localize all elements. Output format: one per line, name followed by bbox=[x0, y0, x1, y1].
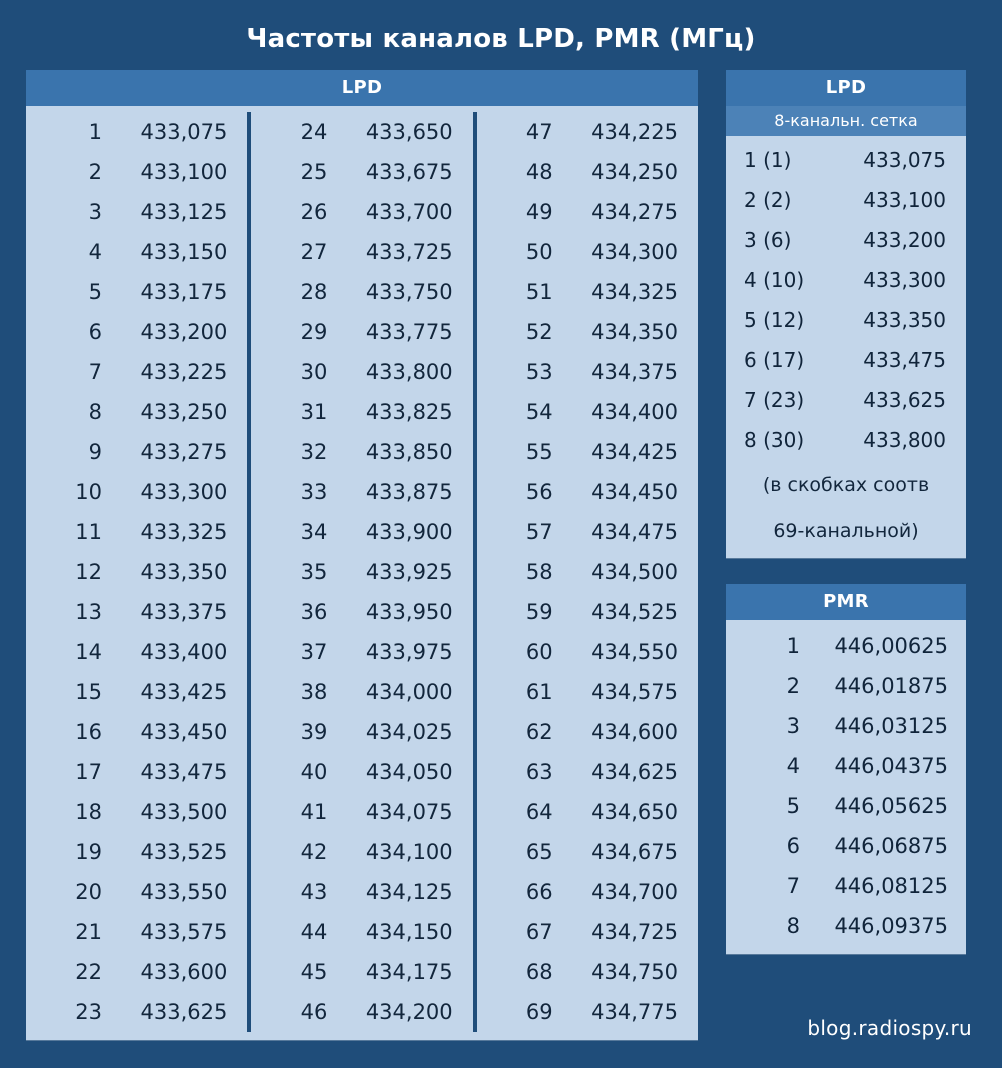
channel-number: 18 bbox=[75, 800, 102, 824]
channel-number: 27 bbox=[300, 240, 328, 264]
channel-number: 60 bbox=[525, 640, 553, 664]
channel-frequency: 446,03125 bbox=[834, 714, 948, 738]
channel-number: 33 bbox=[300, 480, 328, 504]
channel-frequency: 433,625 bbox=[863, 388, 946, 412]
table-row bbox=[726, 380, 966, 420]
channel-number: 1 bbox=[786, 634, 800, 658]
table-row bbox=[726, 140, 966, 180]
channel-number: 1 (1) bbox=[744, 148, 792, 172]
table-row bbox=[726, 300, 966, 340]
channel-number: 47 bbox=[525, 120, 553, 144]
channel-number: 52 bbox=[525, 320, 553, 344]
channel-frequency: 434,250 bbox=[591, 160, 678, 184]
channel-number: 8 (30) bbox=[744, 428, 805, 452]
table-row bbox=[477, 872, 698, 912]
channel-frequency: 433,475 bbox=[863, 348, 946, 372]
channel-number: 66 bbox=[525, 880, 553, 904]
channel-frequency: 434,225 bbox=[591, 120, 678, 144]
table-row bbox=[251, 352, 472, 392]
channel-frequency: 433,400 bbox=[140, 640, 228, 664]
channel-frequency: 434,275 bbox=[591, 200, 678, 224]
table-row bbox=[726, 666, 966, 706]
channel-frequency: 433,875 bbox=[365, 480, 453, 504]
channel-frequency: 434,450 bbox=[591, 480, 678, 504]
channel-number: 2 bbox=[88, 160, 102, 184]
table-row bbox=[477, 552, 698, 592]
table-row bbox=[477, 392, 698, 432]
channel-number: 5 bbox=[786, 794, 800, 818]
channel-number: 31 bbox=[300, 400, 328, 424]
channel-frequency: 433,600 bbox=[140, 960, 228, 984]
channel-frequency: 433,300 bbox=[140, 480, 228, 504]
channel-frequency: 446,09375 bbox=[834, 914, 948, 938]
table-row bbox=[477, 952, 698, 992]
channel-number: 3 bbox=[786, 714, 800, 738]
channel-number: 17 bbox=[75, 760, 102, 784]
channel-number: 53 bbox=[525, 360, 553, 384]
channel-number: 26 bbox=[300, 200, 328, 224]
channel-frequency: 434,675 bbox=[591, 840, 678, 864]
table-row bbox=[26, 832, 247, 872]
table-row bbox=[477, 352, 698, 392]
table-row bbox=[726, 180, 966, 220]
channel-number: 4 bbox=[786, 754, 800, 778]
table-row bbox=[251, 632, 472, 672]
channel-frequency: 433,350 bbox=[140, 560, 228, 584]
channel-number: 5 bbox=[88, 280, 102, 304]
lpd-8-body bbox=[726, 136, 966, 466]
channel-number: 46 bbox=[300, 1000, 328, 1024]
channel-frequency: 433,975 bbox=[365, 640, 453, 664]
channel-frequency: 446,06875 bbox=[834, 834, 948, 858]
lpd-8-subheader: 8-канальн. сетка bbox=[726, 106, 966, 136]
channel-frequency: 433,725 bbox=[365, 240, 453, 264]
channel-number: 49 bbox=[525, 200, 553, 224]
table-row bbox=[726, 706, 966, 746]
table-row bbox=[26, 232, 247, 272]
table-row bbox=[251, 432, 472, 472]
watermark: blog.radiospy.ru bbox=[807, 1016, 972, 1040]
table-row bbox=[477, 592, 698, 632]
table-row bbox=[26, 192, 247, 232]
table-row bbox=[26, 672, 247, 712]
lpd-8-header: LPD bbox=[726, 70, 966, 106]
table-row bbox=[477, 432, 698, 472]
channel-number: 41 bbox=[300, 800, 328, 824]
channel-number: 15 bbox=[75, 680, 102, 704]
table-row bbox=[726, 826, 966, 866]
channel-frequency: 433,675 bbox=[365, 160, 453, 184]
lpd-69-panel-wrapper bbox=[26, 70, 698, 1040]
channel-number: 64 bbox=[525, 800, 553, 824]
channel-frequency: 433,750 bbox=[365, 280, 453, 304]
table-row bbox=[251, 472, 472, 512]
table-row bbox=[251, 232, 472, 272]
table-row bbox=[26, 352, 247, 392]
channel-number: 54 bbox=[525, 400, 553, 424]
channel-frequency: 434,175 bbox=[365, 960, 453, 984]
channel-frequency: 434,650 bbox=[591, 800, 678, 824]
channel-frequency: 434,100 bbox=[365, 840, 453, 864]
channel-frequency: 446,08125 bbox=[834, 874, 948, 898]
channel-number: 36 bbox=[300, 600, 328, 624]
table-row bbox=[477, 672, 698, 712]
channel-frequency: 434,125 bbox=[365, 880, 453, 904]
channel-number: 11 bbox=[75, 520, 102, 544]
table-row bbox=[726, 786, 966, 826]
channel-frequency: 434,525 bbox=[591, 600, 678, 624]
channel-number: 28 bbox=[300, 280, 328, 304]
channel-number: 44 bbox=[300, 920, 328, 944]
channel-number: 37 bbox=[300, 640, 328, 664]
table-row bbox=[251, 952, 472, 992]
table-row bbox=[477, 712, 698, 752]
channel-number: 48 bbox=[525, 160, 553, 184]
table-row bbox=[726, 420, 966, 460]
channel-number: 2 (2) bbox=[744, 188, 792, 212]
channel-frequency: 433,575 bbox=[140, 920, 228, 944]
channel-number: 62 bbox=[525, 720, 553, 744]
table-row bbox=[726, 340, 966, 380]
channel-number: 6 bbox=[786, 834, 800, 858]
channel-frequency: 433,150 bbox=[140, 240, 228, 264]
table-row bbox=[477, 832, 698, 872]
channel-number: 35 bbox=[300, 560, 328, 584]
channel-number: 29 bbox=[300, 320, 328, 344]
channel-number: 8 bbox=[88, 400, 102, 424]
channel-frequency: 433,100 bbox=[140, 160, 228, 184]
channel-number: 6 (17) bbox=[744, 348, 805, 372]
table-row bbox=[251, 792, 472, 832]
channel-frequency: 433,925 bbox=[365, 560, 453, 584]
channel-frequency: 433,475 bbox=[140, 760, 228, 784]
table-row bbox=[477, 152, 698, 192]
table-row bbox=[726, 626, 966, 666]
channel-number: 7 bbox=[786, 874, 800, 898]
channel-frequency: 434,600 bbox=[591, 720, 678, 744]
channel-number: 8 bbox=[786, 914, 800, 938]
table-row bbox=[251, 912, 472, 952]
table-row bbox=[477, 912, 698, 952]
channel-number: 16 bbox=[75, 720, 102, 744]
channel-frequency: 434,575 bbox=[591, 680, 678, 704]
channel-number: 20 bbox=[75, 880, 102, 904]
channel-number: 9 bbox=[88, 440, 102, 464]
channel-number: 55 bbox=[525, 440, 553, 464]
lpd-column-group bbox=[26, 112, 247, 1032]
channel-number: 6 bbox=[88, 320, 102, 344]
channel-frequency: 433,250 bbox=[140, 400, 228, 424]
lpd-69-body bbox=[26, 106, 698, 1040]
table-row bbox=[26, 432, 247, 472]
channel-frequency: 433,775 bbox=[365, 320, 453, 344]
channel-number: 57 bbox=[525, 520, 553, 544]
table-row bbox=[477, 232, 698, 272]
channel-number: 59 bbox=[525, 600, 553, 624]
pmr-panel bbox=[726, 584, 966, 954]
page-title: Частоты каналов LPD, PMR (МГц) bbox=[246, 24, 756, 54]
channel-frequency: 434,075 bbox=[365, 800, 453, 824]
channel-frequency: 433,900 bbox=[365, 520, 453, 544]
table-row bbox=[251, 592, 472, 632]
table-row bbox=[477, 472, 698, 512]
channel-number: 22 bbox=[75, 960, 102, 984]
channel-frequency: 434,500 bbox=[591, 560, 678, 584]
table-row bbox=[26, 512, 247, 552]
channel-number: 40 bbox=[300, 760, 328, 784]
tables-layout bbox=[26, 70, 976, 1040]
channel-number: 50 bbox=[525, 240, 553, 264]
table-row bbox=[26, 792, 247, 832]
table-row bbox=[477, 512, 698, 552]
channel-number: 51 bbox=[525, 280, 553, 304]
channel-frequency: 433,225 bbox=[140, 360, 228, 384]
channel-frequency: 434,200 bbox=[365, 1000, 453, 1024]
channel-frequency: 433,825 bbox=[365, 400, 453, 424]
channel-number: 4 (10) bbox=[744, 268, 805, 292]
channel-frequency: 433,075 bbox=[140, 120, 228, 144]
channel-frequency: 433,350 bbox=[863, 308, 946, 332]
table-row bbox=[726, 260, 966, 300]
channel-number: 5 (12) bbox=[744, 308, 805, 332]
table-row bbox=[26, 112, 247, 152]
lpd-69-header: LPD bbox=[26, 70, 698, 106]
channel-frequency: 434,725 bbox=[591, 920, 678, 944]
table-row bbox=[251, 312, 472, 352]
table-row bbox=[26, 712, 247, 752]
channel-frequency: 433,325 bbox=[140, 520, 228, 544]
channel-number: 13 bbox=[75, 600, 102, 624]
channel-frequency: 433,700 bbox=[365, 200, 453, 224]
table-row bbox=[26, 752, 247, 792]
channel-frequency: 434,700 bbox=[591, 880, 678, 904]
table-row bbox=[26, 552, 247, 592]
table-row bbox=[477, 632, 698, 672]
lpd-8-note-line-2: 69-канальной) bbox=[773, 520, 919, 542]
table-row bbox=[26, 312, 247, 352]
channel-frequency: 434,150 bbox=[365, 920, 453, 944]
channel-number: 23 bbox=[75, 1000, 102, 1024]
table-row bbox=[251, 552, 472, 592]
lpd-69-panel bbox=[26, 70, 698, 1040]
channel-number: 2 bbox=[786, 674, 800, 698]
channel-frequency: 434,425 bbox=[591, 440, 678, 464]
channel-frequency: 434,025 bbox=[365, 720, 453, 744]
channel-number: 56 bbox=[525, 480, 553, 504]
table-row bbox=[251, 112, 472, 152]
table-row bbox=[726, 220, 966, 260]
channel-number: 61 bbox=[525, 680, 553, 704]
table-row bbox=[251, 152, 472, 192]
channel-frequency: 434,000 bbox=[365, 680, 453, 704]
channel-frequency: 433,100 bbox=[863, 188, 946, 212]
channel-frequency: 433,525 bbox=[140, 840, 228, 864]
channel-frequency: 433,550 bbox=[140, 880, 228, 904]
table-row bbox=[477, 792, 698, 832]
channel-number: 19 bbox=[75, 840, 102, 864]
table-row bbox=[251, 392, 472, 432]
channel-number: 7 (23) bbox=[744, 388, 805, 412]
channel-frequency: 433,275 bbox=[140, 440, 228, 464]
table-row bbox=[726, 866, 966, 906]
table-row bbox=[251, 872, 472, 912]
table-row bbox=[477, 752, 698, 792]
channel-number: 10 bbox=[75, 480, 102, 504]
channel-frequency: 433,425 bbox=[140, 680, 228, 704]
channel-frequency: 434,050 bbox=[365, 760, 453, 784]
channel-number: 69 bbox=[525, 1000, 553, 1024]
table-row bbox=[726, 906, 966, 946]
channel-number: 68 bbox=[525, 960, 553, 984]
channel-number: 32 bbox=[300, 440, 328, 464]
channel-frequency: 434,750 bbox=[591, 960, 678, 984]
table-row bbox=[251, 712, 472, 752]
table-row bbox=[26, 152, 247, 192]
channel-number: 12 bbox=[75, 560, 102, 584]
channel-frequency: 433,500 bbox=[140, 800, 228, 824]
channel-number: 34 bbox=[300, 520, 328, 544]
table-row bbox=[26, 272, 247, 312]
channel-number: 14 bbox=[75, 640, 102, 664]
channel-frequency: 434,300 bbox=[591, 240, 678, 264]
channel-frequency: 433,075 bbox=[863, 148, 946, 172]
table-row bbox=[26, 992, 247, 1032]
channel-frequency: 434,325 bbox=[591, 280, 678, 304]
lpd-8-panel bbox=[726, 70, 966, 558]
channel-number: 67 bbox=[525, 920, 553, 944]
channel-frequency: 433,175 bbox=[140, 280, 228, 304]
channel-number: 3 (6) bbox=[744, 228, 792, 252]
channel-frequency: 433,950 bbox=[365, 600, 453, 624]
channel-number: 3 bbox=[88, 200, 102, 224]
channel-number: 25 bbox=[300, 160, 328, 184]
channel-number: 7 bbox=[88, 360, 102, 384]
channel-frequency: 446,05625 bbox=[834, 794, 948, 818]
table-row bbox=[477, 312, 698, 352]
channel-number: 30 bbox=[300, 360, 328, 384]
channel-number: 1 bbox=[88, 120, 102, 144]
channel-frequency: 446,01875 bbox=[834, 674, 948, 698]
channel-number: 42 bbox=[300, 840, 328, 864]
channel-frequency: 433,625 bbox=[140, 1000, 228, 1024]
table-row bbox=[26, 912, 247, 952]
channel-frequency: 433,450 bbox=[140, 720, 228, 744]
table-row bbox=[251, 672, 472, 712]
lpd-column-group bbox=[473, 112, 698, 1032]
channel-number: 65 bbox=[525, 840, 553, 864]
table-row bbox=[726, 746, 966, 786]
table-row bbox=[251, 192, 472, 232]
channel-frequency: 433,800 bbox=[365, 360, 453, 384]
table-row bbox=[477, 112, 698, 152]
table-row bbox=[26, 632, 247, 672]
channel-number: 39 bbox=[300, 720, 328, 744]
table-row bbox=[251, 752, 472, 792]
channel-frequency: 433,650 bbox=[365, 120, 453, 144]
channel-frequency: 433,200 bbox=[140, 320, 228, 344]
channel-frequency: 433,200 bbox=[863, 228, 946, 252]
lpd-column-group bbox=[247, 112, 472, 1032]
table-row bbox=[477, 192, 698, 232]
channel-frequency: 433,375 bbox=[140, 600, 228, 624]
table-row bbox=[251, 992, 472, 1032]
table-row bbox=[26, 472, 247, 512]
table-row bbox=[26, 392, 247, 432]
channel-frequency: 434,350 bbox=[591, 320, 678, 344]
channel-frequency: 433,850 bbox=[365, 440, 453, 464]
table-row bbox=[477, 272, 698, 312]
channel-frequency: 446,00625 bbox=[834, 634, 948, 658]
channel-number: 4 bbox=[88, 240, 102, 264]
table-row bbox=[251, 832, 472, 872]
channel-frequency: 434,375 bbox=[591, 360, 678, 384]
channel-frequency: 433,125 bbox=[140, 200, 228, 224]
table-row bbox=[251, 512, 472, 552]
channel-frequency: 434,475 bbox=[591, 520, 678, 544]
channel-number: 45 bbox=[300, 960, 328, 984]
channel-number: 63 bbox=[525, 760, 553, 784]
channel-frequency: 434,625 bbox=[591, 760, 678, 784]
channel-number: 24 bbox=[300, 120, 328, 144]
channel-frequency: 446,04375 bbox=[834, 754, 948, 778]
table-row bbox=[26, 872, 247, 912]
channel-frequency: 433,800 bbox=[863, 428, 946, 452]
channel-frequency: 434,550 bbox=[591, 640, 678, 664]
side-panels bbox=[726, 70, 966, 954]
channel-number: 58 bbox=[525, 560, 553, 584]
lpd-8-note-line-1: (в скобках соотв bbox=[762, 474, 930, 496]
table-row bbox=[26, 952, 247, 992]
channel-frequency: 434,400 bbox=[591, 400, 678, 424]
channel-frequency: 434,775 bbox=[591, 1000, 678, 1024]
channel-frequency: 433,300 bbox=[863, 268, 946, 292]
table-row bbox=[251, 272, 472, 312]
channel-number: 38 bbox=[300, 680, 328, 704]
pmr-body bbox=[726, 620, 966, 954]
table-row bbox=[26, 592, 247, 632]
table-row bbox=[477, 992, 698, 1032]
pmr-header: PMR bbox=[726, 584, 966, 620]
channel-number: 21 bbox=[75, 920, 102, 944]
channel-number: 43 bbox=[300, 880, 328, 904]
